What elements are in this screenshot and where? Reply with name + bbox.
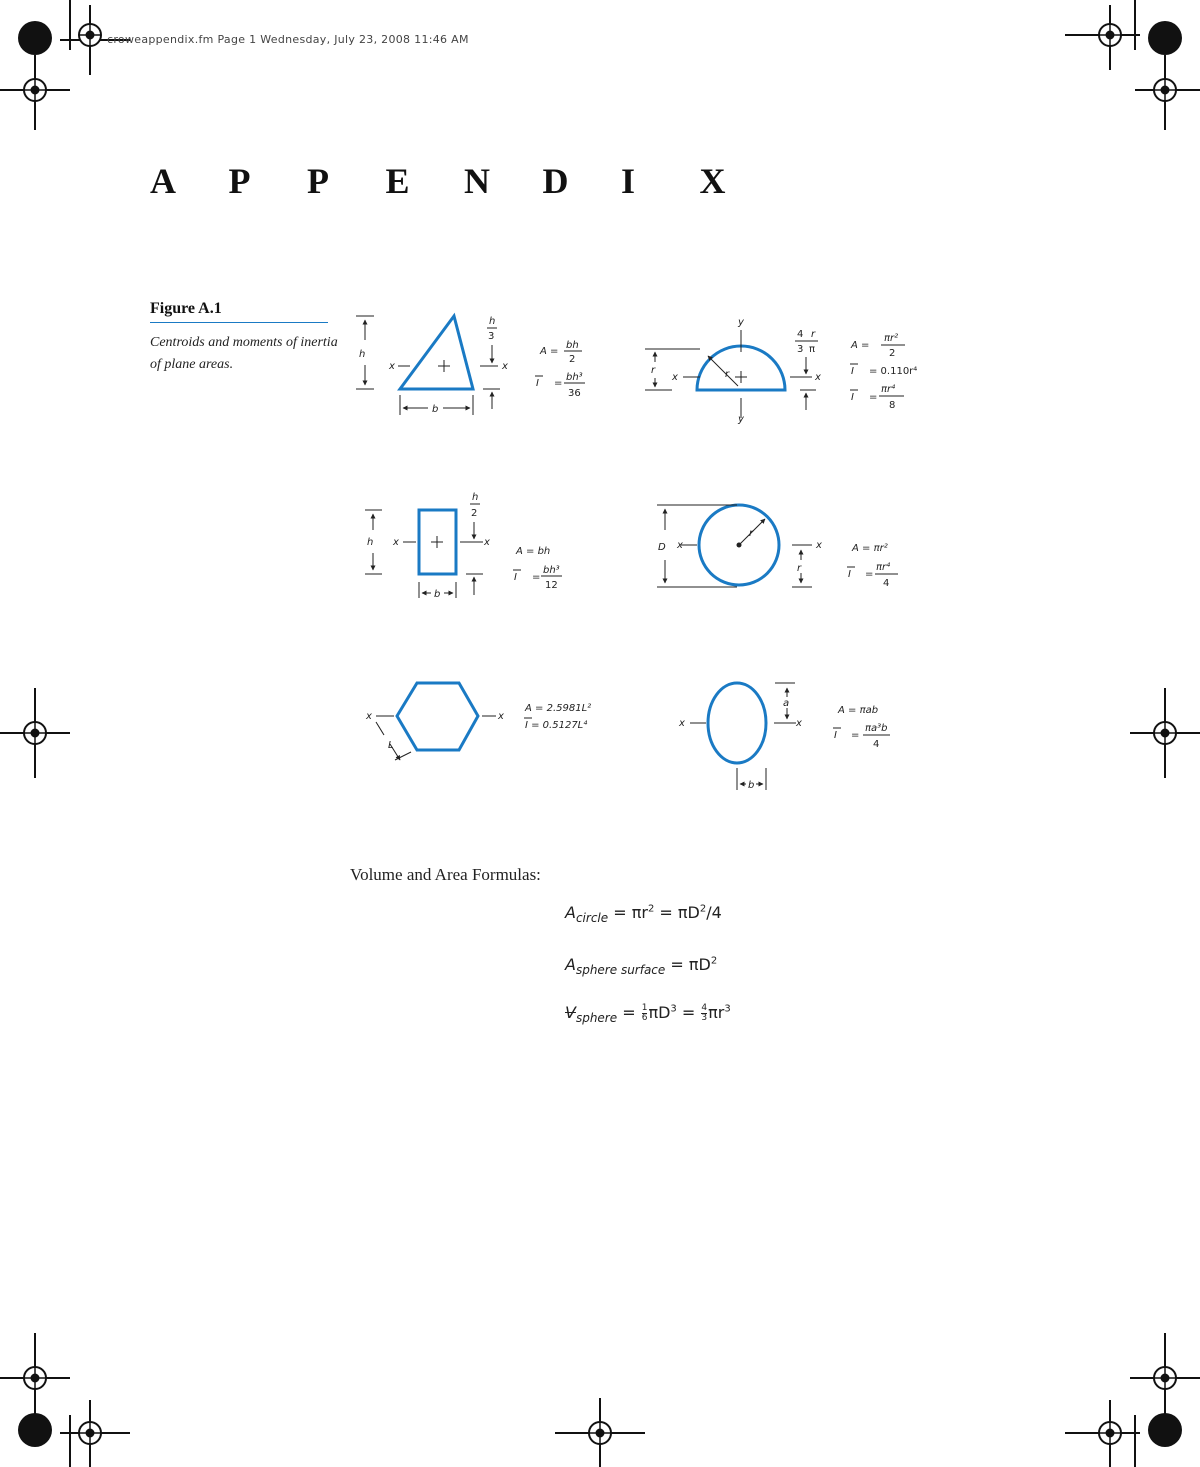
rectangle-axis-label: x xyxy=(393,537,399,548)
triangle-area-den: 2 xyxy=(569,354,576,365)
title-letter: P xyxy=(228,161,251,201)
formula-exponent: 2 xyxy=(710,955,718,967)
semicircle-centroid-den: 3 xyxy=(797,344,804,355)
formula-rhs: = πr xyxy=(613,903,648,922)
circle-diameter-label: D xyxy=(658,542,666,553)
formula-subscript: sphere xyxy=(575,1011,618,1026)
semicircle-radius-dim-label: r xyxy=(651,365,656,376)
semicircle-axis-x-label: x xyxy=(815,372,821,383)
triangle-base-label: b xyxy=(432,404,439,415)
rectangle-inertia-num: bh³ xyxy=(543,565,560,576)
formulas-heading: Volume and Area Formulas: xyxy=(350,865,541,884)
hexagon-side-label: L xyxy=(388,740,394,751)
fraction-den: 3 xyxy=(701,1013,708,1023)
semicircle-axis-y-label: y xyxy=(738,317,744,328)
circle-axis-label: x xyxy=(816,540,822,551)
ellipse-diagram xyxy=(678,683,890,791)
semicircle-inertia1-rhs: = 0.110r⁴ xyxy=(869,366,918,377)
ellipse-inertia-eq: = xyxy=(851,730,860,741)
triangle-area-lhs: A = xyxy=(540,346,559,357)
formula-sphere-volume xyxy=(565,1003,731,1025)
ellipse-axis-label: x xyxy=(796,718,802,729)
hexagon-inertia: I = 0.5127L⁴ xyxy=(525,720,588,731)
formula-fraction xyxy=(642,1004,648,1023)
title-letter: I xyxy=(621,161,636,201)
rectangle-centroid-num: h xyxy=(472,492,479,503)
triangle-inertia-eq: = xyxy=(554,378,563,389)
semicircle-radius-label: r xyxy=(725,369,730,380)
title-letter: E xyxy=(385,161,410,201)
circle-diagram xyxy=(657,505,898,589)
hexagon-area: A = 2.5981L² xyxy=(525,703,592,714)
rectangle-inertia-lhs: I xyxy=(514,572,517,583)
hexagon-shape xyxy=(397,683,478,750)
formula-exponent: 3 xyxy=(670,1003,677,1015)
ellipse-inertia-num: πa³b xyxy=(865,723,888,734)
circle-radius-label: r xyxy=(749,528,754,539)
circle-inertia-lhs: I xyxy=(848,569,851,580)
formula-exponent: 2 xyxy=(647,903,655,915)
formula-lhs: A xyxy=(565,955,576,974)
formula-rhs: = πD xyxy=(654,903,700,922)
title-letter: D xyxy=(542,161,569,201)
formula-mid: πD xyxy=(648,1003,671,1022)
rectangle-axis-label: x xyxy=(484,537,490,548)
triangle-axis-label: x xyxy=(389,361,395,372)
formula-lhs: A xyxy=(565,903,576,922)
triangle-area-num: bh xyxy=(566,340,579,351)
semicircle-inertia2-eq: = xyxy=(869,392,878,403)
hexagon-diagram xyxy=(365,683,591,760)
semicircle-inertia1-lhs: I xyxy=(851,366,854,377)
formula-lhs: V xyxy=(565,1003,576,1022)
formula-end: πr xyxy=(708,1003,725,1022)
semicircle-area-num: πr² xyxy=(884,333,899,344)
semicircle-axis-x-label: x xyxy=(672,372,678,383)
title-letter: A xyxy=(150,161,176,201)
fraction-num: 4 xyxy=(701,1003,708,1013)
semicircle-area-lhs: A = xyxy=(851,340,870,351)
triangle-axis-label: x xyxy=(502,361,508,372)
triangle-inertia-lhs: I xyxy=(536,378,539,389)
title-letter: X xyxy=(699,161,726,201)
file-info-header: croweappendix.fm Page 1 Wednesday, July 23, 2008 11:46 AM xyxy=(107,33,469,46)
semicircle-inertia2-lhs: I xyxy=(851,392,854,403)
hexagon-axis-label: x xyxy=(498,711,504,722)
semicircle-centroid-num: 4 xyxy=(797,329,804,340)
rectangle-diagram xyxy=(365,492,562,600)
circle-inertia-eq: = xyxy=(865,569,874,580)
ellipse-inertia-lhs: I xyxy=(834,730,837,741)
title-letter: P xyxy=(307,161,329,201)
rectangle-centroid-den: 2 xyxy=(471,508,478,519)
rectangle-inertia-den: 12 xyxy=(545,580,558,591)
formula-subscript: circle xyxy=(575,911,609,926)
fraction-den: 6 xyxy=(641,1013,648,1023)
ellipse-area: A = πab xyxy=(838,705,879,716)
ellipse-a-label: a xyxy=(783,698,790,709)
fraction-num: 1 xyxy=(641,1003,648,1013)
formula-eq: = xyxy=(676,1003,701,1022)
triangle-centroid-den: 3 xyxy=(488,331,495,342)
semicircle-centroid-den: π xyxy=(809,344,816,355)
semicircle-centroid-num: r xyxy=(811,329,816,340)
triangle-shape xyxy=(400,316,473,389)
circle-inertia-num: πr⁴ xyxy=(876,562,891,573)
circle-axis-label: x xyxy=(677,540,683,551)
formula-rhs: = πD xyxy=(670,955,711,974)
formula-circle-area xyxy=(565,903,722,925)
semicircle-inertia2-num: πr⁴ xyxy=(881,384,896,395)
figure-label: Figure A.1 xyxy=(150,300,222,317)
rectangle-area: A = bh xyxy=(516,546,551,557)
formula-rhs: /4 xyxy=(706,903,722,922)
formula-subscript: sphere surface xyxy=(575,963,666,978)
ellipse-shape xyxy=(708,683,766,763)
rectangle-height-label: h xyxy=(367,537,374,548)
circle-area: A = πr² xyxy=(852,543,888,554)
triangle-inertia-den: 36 xyxy=(568,388,581,399)
triangle-diagram xyxy=(356,316,585,415)
formula-eq: = xyxy=(622,1003,636,1022)
rectangle-base-label: b xyxy=(434,589,441,600)
triangle-height-label: h xyxy=(359,349,366,360)
circle-inertia-den: 4 xyxy=(883,578,890,589)
formula-exponent: 2 xyxy=(699,903,707,915)
hexagon-axis-label: x xyxy=(366,711,372,722)
semicircle-inertia2-den: 8 xyxy=(889,400,896,411)
figure-caption: Centroids and moments of inertia of plane areas. xyxy=(150,335,338,372)
formula-exponent: 3 xyxy=(724,1003,731,1015)
semicircle-area-den: 2 xyxy=(889,348,896,359)
ellipse-inertia-den: 4 xyxy=(873,739,880,750)
title-letter: N xyxy=(464,161,490,201)
circle-radius-dim-label: r xyxy=(797,563,802,574)
semicircle-diagram xyxy=(645,317,917,425)
semicircle-axis-y-label: y xyxy=(738,414,744,425)
ellipse-b-label: b xyxy=(748,780,755,791)
rectangle-inertia-eq: = xyxy=(532,572,541,583)
ellipse-axis-label: x xyxy=(679,718,685,729)
formula-sphere-surface xyxy=(565,955,717,977)
triangle-centroid-num: h xyxy=(489,316,496,327)
formula-fraction xyxy=(701,1004,707,1023)
triangle-inertia-num: bh³ xyxy=(566,372,583,383)
semicircle-shape xyxy=(697,346,785,390)
